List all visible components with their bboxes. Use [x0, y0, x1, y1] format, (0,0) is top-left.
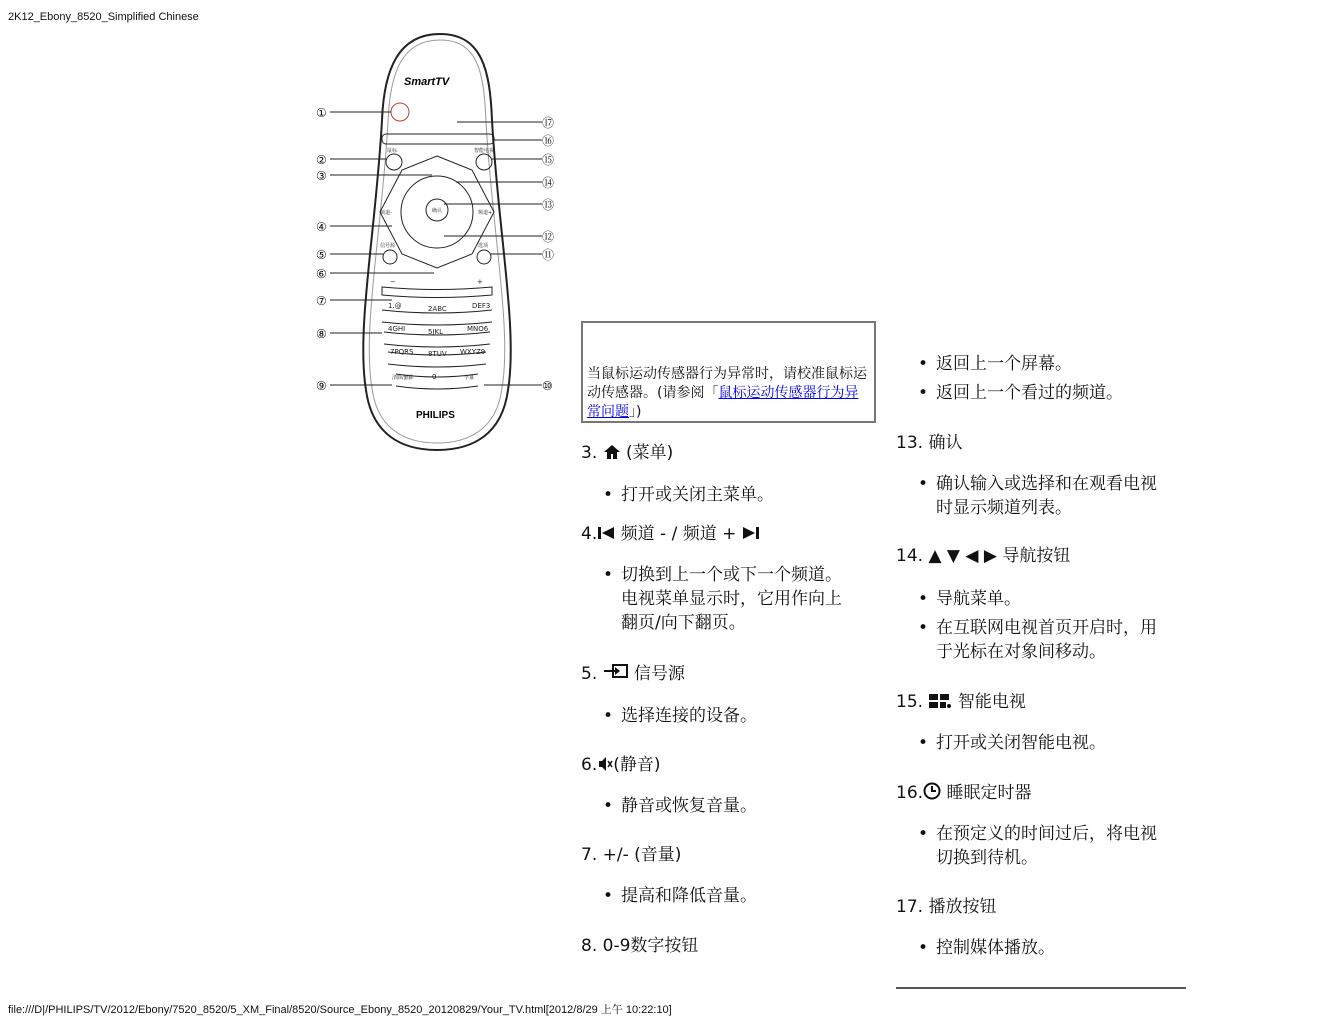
callout-14: ⑭: [542, 176, 555, 190]
list-item: • 打开或关闭智能电视。: [896, 731, 1186, 755]
label-plus: +: [477, 278, 483, 286]
list-item: • 在互联网电视首页开启时，用于光标在对象间移动。: [896, 616, 1171, 664]
page-header-title: 2K12_Ebony_8520_Simplified Chinese: [8, 11, 199, 23]
list-item: • 选择连接的设备。: [581, 704, 871, 728]
item-17-label: 播放按钮: [928, 897, 997, 917]
item-14-bullets: [896, 587, 1171, 664]
playback-buttons-bar: [382, 134, 494, 144]
label-minus: −: [390, 278, 396, 286]
clock-icon: [923, 782, 941, 800]
label-source: 信号源: [380, 243, 396, 249]
note-text-before: 当鼠标运动传感器行为异常时，请校准鼠标运动传感器。(请参阅「: [587, 366, 867, 401]
label-clear: 清除/删除: [392, 375, 414, 381]
item-5-bullets: [581, 704, 871, 728]
callout-8: ⑧: [316, 327, 327, 341]
label-ch-plus: 频道+: [478, 210, 493, 216]
list-item: • 控制媒体播放。: [896, 936, 1186, 960]
navigation-arrows-icon: ▲ ▼ ◀ ▶: [928, 546, 997, 566]
key-0: 0: [432, 373, 437, 381]
options-button: [477, 250, 491, 264]
item-17-bullets: [896, 936, 1186, 960]
callout-15: ⑮: [542, 153, 555, 167]
item-14-label: 导航按钮: [1002, 546, 1071, 566]
item-6-label: (静音): [613, 755, 661, 775]
item-14-number: 14.: [896, 546, 924, 566]
item-3-bullets: [581, 483, 871, 507]
remote-inner-body: [369, 40, 505, 443]
item-4-bullets: [581, 563, 856, 635]
list-item: • 提高和降低音量。: [581, 884, 871, 908]
item-3: [581, 441, 871, 465]
list-item: • 静音或恢复音量。: [581, 794, 871, 818]
item-8: [581, 934, 871, 958]
remote-outer-body: [363, 34, 511, 450]
label-smart: 智能电视: [474, 148, 495, 154]
key-6: MNO6: [467, 325, 489, 333]
smart-tv-icon: [928, 693, 952, 709]
smart-tv-button: [476, 154, 492, 170]
item-17: [896, 895, 1186, 919]
item-8-label: 0-9数字按钮: [602, 936, 699, 956]
remote-brand-bottom: PHILIPS: [416, 410, 455, 421]
item-15-label: 智能电视: [957, 692, 1026, 712]
item-13: [896, 431, 1186, 455]
callout-12: ⑫: [542, 230, 555, 244]
source-icon: [603, 663, 629, 681]
label-options: 选项: [478, 243, 489, 249]
key-3: DEF3: [472, 302, 491, 310]
source-button: [383, 250, 397, 264]
next-channel-icon: [742, 525, 760, 541]
label-subtitle: 字幕: [464, 375, 475, 381]
item-5-label: 信号源: [634, 664, 686, 684]
list-item: • 确认输入或选择和在观看电视时显示频道列表。: [896, 472, 1171, 520]
item-17-number: 17.: [896, 897, 924, 917]
list-item: • 返回上一个看过的频道。: [896, 381, 1186, 405]
list-item: • 在预定义的时间过后，将电视切换到待机。: [896, 822, 1171, 870]
callout-5: ⑤: [316, 248, 327, 262]
remote-control-illustration: [312, 30, 562, 455]
item-15: [896, 690, 1186, 714]
callout-13: ⑬: [542, 198, 555, 212]
previous-channel-icon: [597, 525, 615, 541]
item-13-number: 13.: [896, 433, 924, 453]
item-4-label: 频道 - / 频道 +: [620, 524, 737, 544]
callout-16: ⑯: [542, 134, 555, 148]
list-item: • 切换到上一个或下一个频道。电视菜单显示时，它用作向上翻页/向下翻页。: [581, 563, 856, 635]
item-16-number: 16.: [896, 783, 924, 803]
item-14: [896, 544, 1186, 568]
label-ok: 确认: [432, 208, 443, 214]
label-mouse: 鼠标: [387, 148, 398, 154]
key-1: 1.@: [388, 302, 402, 310]
item-13-bullets: [896, 472, 1171, 520]
page-footer-path: file:///D|/PHILIPS/TV/2012/Ebony/7520_8520/5_XM_Final/8520/Source_Ebony_8520_20120829/Your_TV.html[2012/8/29 上午 10:22:10]: [8, 1004, 672, 1016]
item-16-bullets: [896, 822, 1171, 870]
key-8: 8TUV: [428, 350, 447, 358]
section-divider: [896, 987, 1186, 989]
key-7: 7PQRS: [390, 348, 414, 356]
key-4: 4GHI: [388, 325, 406, 333]
callout-11: ⑪: [542, 248, 555, 262]
item-4-number: 4.: [581, 524, 598, 544]
item-13-label: 确认: [928, 433, 963, 453]
callout-7: ⑦: [316, 294, 327, 308]
callout-1: ①: [316, 106, 327, 120]
item-6: [581, 753, 871, 777]
item-6-bullets: [581, 794, 871, 818]
item-3-label: (菜单): [626, 443, 674, 463]
item-7-label: +/- (音量): [602, 845, 682, 865]
mute-icon: [597, 756, 613, 772]
note-box: [581, 321, 876, 423]
item-12-bullets: [896, 352, 1186, 405]
home-icon: [603, 444, 621, 460]
item-7-number: 7.: [581, 845, 598, 865]
key-9: WXYZ9: [460, 348, 486, 356]
key-2: 2ABC: [428, 305, 447, 313]
callout-3: ③: [316, 169, 327, 183]
callout-6: ⑥: [316, 267, 327, 281]
item-3-number: 3.: [581, 443, 598, 463]
callout-2: ②: [316, 153, 327, 167]
item-8-number: 8.: [581, 936, 598, 956]
item-15-bullets: [896, 731, 1186, 755]
item-7-bullets: [581, 884, 871, 908]
key-5: 5JKL: [428, 328, 444, 336]
item-15-number: 15.: [896, 692, 924, 712]
item-5-number: 5.: [581, 664, 598, 684]
item-16-label: 睡眠定时器: [946, 783, 1032, 803]
list-item: • 返回上一个屏幕。: [896, 352, 1186, 376]
volume-rocker: [382, 287, 492, 298]
callout-17: ⑰: [542, 116, 555, 130]
remote-brand-top: SmartTV: [404, 76, 450, 88]
callout-4: ④: [316, 220, 327, 234]
item-7: [581, 843, 871, 867]
item-4: [581, 522, 871, 546]
list-item: • 打开或关闭主菜单。: [581, 483, 871, 507]
power-button: [391, 103, 409, 121]
item-16: [896, 781, 1186, 805]
item-5: [581, 662, 871, 686]
note-text-after: 」): [629, 404, 642, 420]
mouse-button: [386, 154, 402, 170]
list-item: • 导航菜单。: [896, 587, 1171, 611]
callout-9: ⑨: [316, 379, 327, 393]
callout-10: ⑩: [542, 379, 553, 393]
label-ch-minus: 频道-: [380, 210, 392, 216]
note-link[interactable]: 鼠标运动传感器行为异常问题: [587, 385, 859, 420]
item-6-number: 6.: [581, 755, 598, 775]
